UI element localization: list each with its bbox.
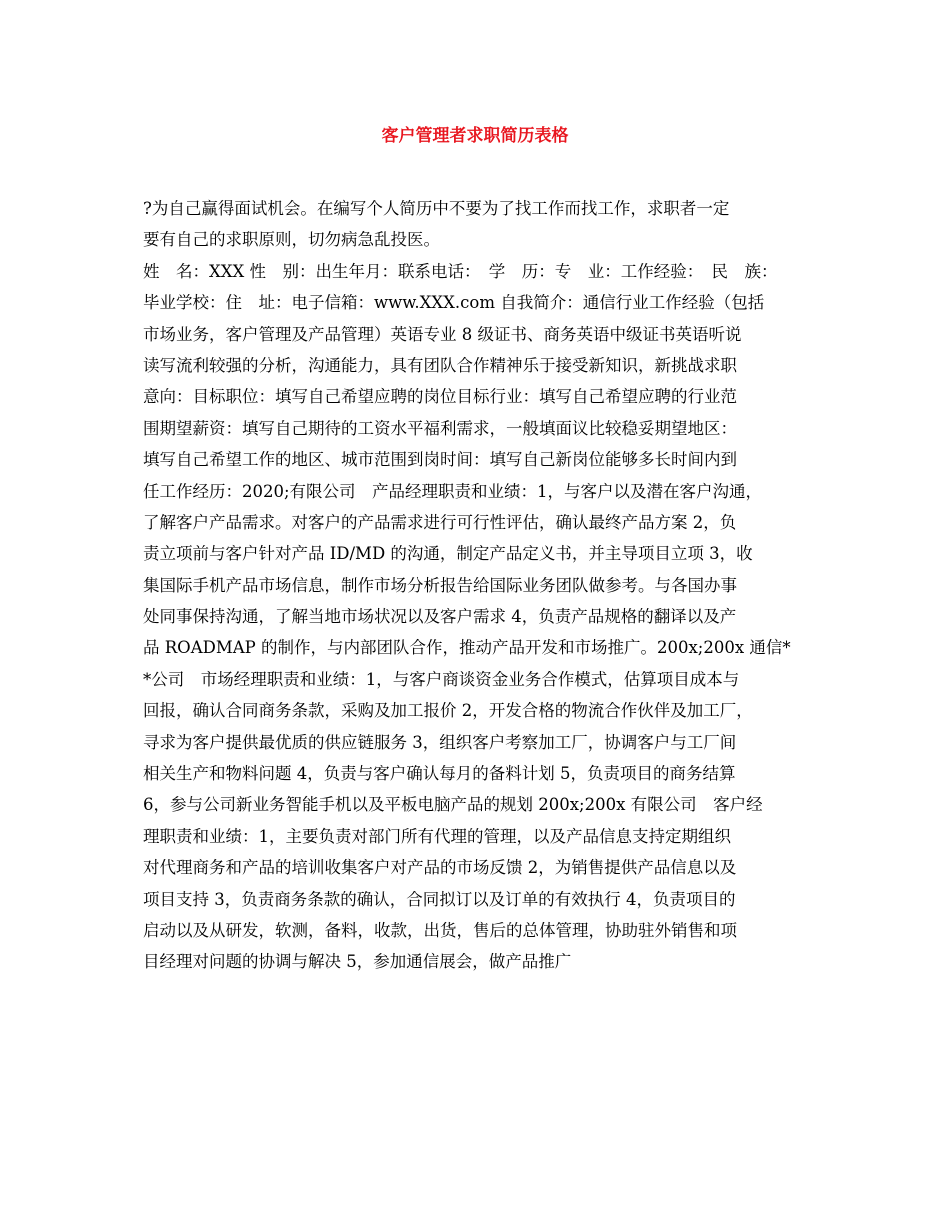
body-line: 毕业学校：住 址：电子信箱：www.XXX.com 自我简介：通信行业工作经验（包括	[143, 293, 765, 313]
body-line: 对代理商务和产品的培训收集客户对产品的市场反馈 2，为销售提供产品信息以及	[143, 858, 737, 878]
body-line: 项目支持 3，负责商务条款的确认，合同拟订以及订单的有效执行 4，负责项目的	[143, 889, 736, 909]
body-line: 6，参与公司新业务智能手机以及平板电脑产品的规划 200x;200x 有限公司 客户经	[143, 795, 763, 815]
document-title: 客户管理者求职简历表格	[381, 126, 569, 146]
body-line: 任工作经历：2020;有限公司 产品经理职责和业绩：1，与客户以及潜在客户沟通，	[143, 481, 763, 501]
body-line: 责立项前与客户针对产品 ID/MD 的沟通，制定产品定义书，并主导项目立项 3，收	[143, 544, 753, 564]
body-line: 要有自己的求职原则，切勿病急乱投医。	[143, 230, 440, 250]
body-line: 读写流利较强的分析，沟通能力，具有团队合作精神乐于接受新知识，新挑战求职	[143, 355, 737, 375]
body-line: 启动以及从研发，软测，备料，收款，出货，售后的总体管理，协助驻外销售和项	[143, 920, 737, 940]
body-line: 围期望薪资：填写自己期待的工资水平福利需求，一般填面议比较稳妥期望地区：	[143, 418, 737, 438]
body-line: 意向：目标职位：填写自己希望应聘的岗位目标行业：填写自己希望应聘的行业范	[143, 387, 737, 407]
body-line: 相关生产和物料问题 4，负责与客户确认每月的备料计划 5，负责项目的商务结算	[143, 764, 736, 784]
body-line: 集国际手机产品市场信息，制作市场分析报告给国际业务团队做参考。与各国办事	[143, 575, 737, 595]
body-line: 了解客户产品需求。对客户的产品需求进行可行性评估，确认最终产品方案 2，负	[143, 512, 737, 532]
body-line: 填写自己希望工作的地区、城市范围到岗时间：填写自己新岗位能够多长时间内到	[143, 450, 737, 470]
document-body	[143, 193, 823, 978]
body-line: 目经理对问题的协调与解决 5，参加通信展会，做产品推广	[143, 952, 572, 972]
body-line: 回报，确认合同商务条款，采购及加工报价 2，开发合格的物流合作伙伴及加工厂，	[143, 701, 753, 721]
body-line: 品 ROADMAP 的制作，与内部团队合作，推动产品开发和市场推广。200x;200x 通信*	[143, 638, 791, 658]
body-line: 寻求为客户提供最优质的供应链服务 3，组织客户考察加工厂，协调客户与工厂间	[143, 732, 737, 752]
body-line: 姓 名：XXX 性 别：出生年月：联系电话： 学 历：专 业：工作经验： 民 族：	[143, 261, 778, 281]
body-line: 理职责和业绩：1，主要负责对部门所有代理的管理，以及产品信息支持定期组织	[143, 826, 731, 846]
body-line: 处同事保持沟通，了解当地市场状况以及客户需求 4，负责产品规格的翻译以及产	[143, 607, 737, 627]
body-line: ?为自己赢得面试机会。在编写个人简历中不要为了找工作而找工作，求职者一定	[143, 199, 730, 218]
body-line: *公司 市场经理职责和业绩：1，与客户商谈资金业务合作模式，估算项目成本与	[143, 669, 740, 689]
body-line: 市场业务，客户管理及产品管理）英语专业 8 级证书、商务英语中级证书英语听说	[143, 324, 742, 344]
